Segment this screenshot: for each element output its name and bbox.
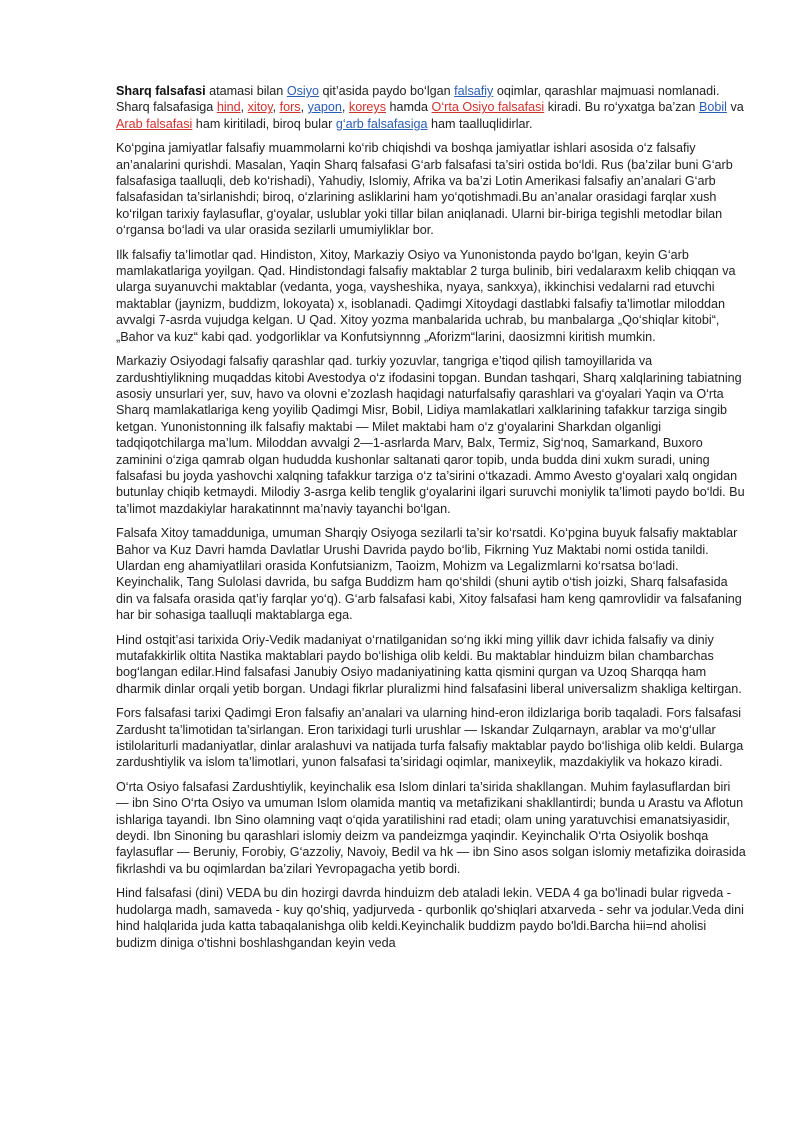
text-fragment: , [300,100,308,115]
text-fragment: , [341,100,349,115]
text-fragment: hamda [386,100,432,115]
link-osiyo[interactable]: Osiyo [286,84,320,98]
paragraph-veda: Hind falsafasi (dini) VEDA bu din hozirgi davrda hinduizm deb ataladi lekin. VEDA 4 ga bo'linadi bular rigveda - hudolarga madh, samaveda - kuy qo'shiq, yadjurveda - qurbonlik qo'shiqlari atxarveda - sehr va jodular.Veda dini hind halqlarida juda katta tabaqalanishga olib keldi.Keyinchalik buddizm paydo bo'ldi.Barcha hii=nd aholisi budizm diniga o'tishni boshlashgandan keyin veda [116,886,744,950]
link-arab-falsafasi[interactable]: Arab falsafasi [116,116,193,131]
text-fragment: ham kiritiladi, biroq bular [192,116,336,131]
link-garb-falsafasiga[interactable]: g‘arb falsafasiga [335,116,428,131]
article-body [116,83,746,959]
paragraph-persian-philosophy: Fors falsafasi tarixi Qadimgi Eron falsafiy an’analari va ularning hind-eron ildizlariga borib taqaladi. Fors falsafasi Zardusht ta’limotidan ta’sirlangan. Eron tarixidagi turli urushlar — Iskandar Zulqarnayn, arablar va mo‘g‘ullar istilolariturli madaniyatlar, dinlar aralashuvi va natijada turfa falsafiy maktablar paydo bo‘lishiga olib keldi. Bularga zardushtiylik va islom ta’limotlari, yunon falsafasi ta’siridagi oqimlar, manixeylik, mazdakiylik va hokazo kiradi. [116,706,744,770]
link-koreys[interactable]: koreys [348,100,387,115]
text-fragment: va [726,100,744,115]
link-xitoy[interactable]: xitoy [247,100,273,115]
text-fragment: oqimlar, qarashlar majmuasi nomlanadi. Sharq falsafasiga [116,84,720,115]
paragraph-intro [116,83,746,132]
link-falsafiy[interactable]: falsafiy [454,84,494,98]
article-title-term: Sharq falsafasi [116,84,206,98]
paragraph-central-asia: Markaziy Osiyodagi falsafiy qarashlar qad. turkiy yozuvlar, tangriga e’tiqod qilish tamoyillarida va zardushtiylikning muqaddas kitobi Avestodya o‘z ifodasini topgan. Bundan tashqari, Sharq xalqlarining tabiatning asosiy unsurlari yer, suv, havo va olovni e’zozlash haqidagi naturfalsafiy qarashlari va g‘oyalari Yaqin va O‘rta Sharq mamlakatlariga keng yoyilib Qadimgi Misr, Bobil, Lidiya mamlakatlari xalklarining tafakkur tarziga singib ketgan. Yunonistonning ilk falsafiy maktabi — Milet maktabi ham o‘z g‘oyalarini Sharkdan olganligi tadqiqotchilarga ma’lum. Miloddan avvalgi 2—1-asrlarda Marv, Balx, Termiz, Sig‘noq, Samarkand, Buxoro zaminini o‘ziga qamrab olgan hududda kushonlar saltanati qaror topib, unda budda dini xukm suradi, uning falsafasi bu joyda yashovchi xalqning tafakkur tarziga o‘z ta’sirini o‘tkazadi. Ammo Avesto g‘oyalari xalq ongidan butunlay chiqib ketmaydi. Milodiy 3-asrga kelib tenglik g‘oyalarini ilgari suruvchi moniylik ta’limoti paydo bo‘ldi. Bu ta’limot mazdakiylar harakatinnnt ma’naviy tayanchi bo‘lgan. [116,354,745,516]
paragraph-central-asian-philosophy: O‘rta Osiyo falsafasi Zardushtiylik, keyinchalik esa Islom dinlari ta’sirida shakllangan. Muhim faylasuflardan biri — ibn Sino O‘rta Osiyo va umuman Islom olamida mantiq va metafizikani shakllantirdi; bunda u Arastu va Aflotun ishlariga tayandi. Ibn Sino olamning vaqt o‘qida yaratilishini rad etadi; olam uning yaratuvchisi emanatsiyasidir, deydi. Ibn Sinoning bu qarashlari islomiy deizm va pandeizmga yaqindir. Keyinchalik O‘rta Osiyolik boshqa faylasuflar — Beruniy, Forobiy, G‘azzoliy, Navoiy, Bedil va hk — ibn Sino asos solgan islomiy metafizika doirasida fikrlashdi va bu oqimlardan ba’zilari Yevropagacha yetib bordi. [116,779,746,876]
text-fragment: , [240,100,248,115]
paragraph-chinese-philosophy: Falsafa Xitoy tamadduniga, umuman Sharqiy Osiyoga sezilarli ta’sir ko‘rsatdi. Ko‘pgina buyuk falsafiy maktablar Bahor va Kuz Davri hamda Davlatlar Urushi Davrida paydo bo‘lib, Fikrning Yuz Maktabi nomi ostida tanildi. Ulardan eng ahamiyatlilari orasida Konfutsianizm, Taoizm, Mohizm va Legalizmlarni ko‘rsatsa bo‘ladi. Keyinchalik, Tang Sulolasi davrida, bu safga Buddizm ham qo‘shildi (shuni aytib o‘tish joizki, Sharq falsafasida din va falsafa orasida qat’iy farqlar yo‘q). G‘arb falsafasi kabi, Xitoy falsafasi ham keng qamrovlidir va falsafaning har bir sohasiga taalluqli maktablarga ega. [116,526,742,623]
link-orta-osiyo-falsafasi[interactable]: O‘rta Osiyo falsafasi [431,100,545,115]
link-bobil[interactable]: Bobil [698,100,727,115]
paragraph-traditions: Ko‘pgina jamiyatlar falsafiy muammolarni ko‘rib chiqishdi va boshqa jamiyatlar ishlari asosida o‘z falsafiy an’analarini qurishdi. Masalan, Yaqin Sharq falsafasi G‘arb falsafasi ta’siri ostida bo‘ldi. Rus (ba’zilar buni G‘arb falsafasiga taalluqli, deb ko‘rishadi), Yahudiy, Islomiy, Afrika va ba’zi Lotin Amerikasi falsafiy an’analari G‘arb falsafasidan ta’sirlanishdi; biroq, o‘zlarining asliklarini ham yo‘qotishmadi.Bu an’analar orasidagi farqlar xush ko‘rilgan tarixiy faylasuflar, g‘oyalar, uslublar yoki tillar bilan aniqlanadi. Ularni bir-biriga tegishli metodlar bilan o‘rgansa bo‘ladi va ular orasida sezilarli umumiyliklar bor. [116,141,733,238]
text-fragment: qit’asida paydo bo‘lgan [319,84,455,98]
text-fragment: , [272,100,280,115]
link-hind[interactable]: hind [216,100,241,115]
text-fragment: kiradi. Bu ro‘yxatga ba’zan [544,100,699,115]
link-yapon[interactable]: yapon [307,100,342,115]
link-fors[interactable]: fors [279,100,301,115]
text-fragment: ham taalluqlidirlar. [427,116,533,131]
paragraph-early-teachings: Ilk falsafiy ta’limotlar qad. Hindiston, Xitoy, Markaziy Osiyo va Yunonistonda paydo bo‘lgan, keyin G‘arb mamlakatlariga yoyilgan. Qad. Hindistondagi falsafiy maktablar 2 turga bulinib, biri vedalaraxm kelib chiqqan va ularga suyanuvchi maktablar (vedanta, yoga, vaysheshika, nyaya, sankxya), ikkinchisi vedalarni rad etuvchi maktablar (jaynizm, buddizm, lokoyata) x, isoblanadi. Qadimgi Xitoydagi dastlabki falsafiy ta’limotlar miloddan avvalgi 7-asrda vujudga kelgan. U Qad. Xitoy yozma manbalarida uchrab, bu manbalarga „Qo‘shiqlar kitobi“, „Bahor va kuz“ kabi qad. yodgorliklar va Konfutsiynnng „Aforizm“larini, daosizmni kiritish mumkin. [116,247,736,344]
text-fragment: atamasi bilan [205,84,287,98]
paragraph-indian-subcontinent: Hind ostqit’asi tarixida Oriy-Vedik madaniyat o‘rnatilganidan so‘ng ikki ming yillik davr ichida falsafiy va diniy mutafakkirlik oltita Nastika maktablari paydo bo‘lishiga olib keldi. Bu maktablar hinduizm bilan chambarchas bog‘langan edilar.Hind falsafasi Janubiy Osiyo madaniyatining katta qismini qurgan va Uzoq Sharqqa ham dharmik dinlar orqali yetib borgan. Undagi fikrlar pluralizmi hind falsafasini liberal universalizm shakliga keltirgan. [116,632,742,696]
